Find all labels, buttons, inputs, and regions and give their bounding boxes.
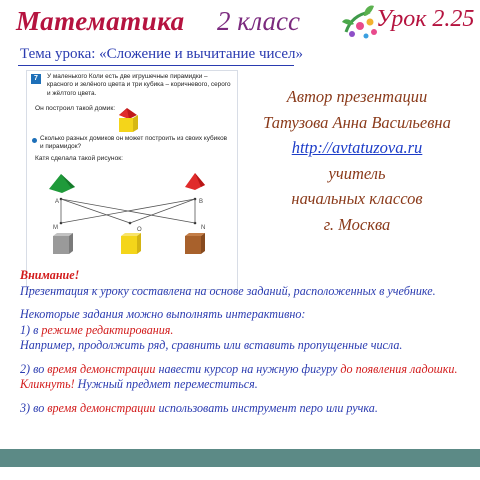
mode-edit-highlight: режиме редактирования. xyxy=(41,322,174,337)
mode-pen-highlight: время демонстрации xyxy=(47,400,156,415)
mode-pen-text: использовать инструмент перо или ручка. xyxy=(155,400,378,415)
task-text: У маленького Коли есть две игрушечные пирамидки – красного и зелёного цвета и три кубика – коричневого, серого и жёлтого цвета. xyxy=(47,73,231,97)
red-pyramid-B xyxy=(185,173,205,190)
mode-edit-line xyxy=(20,323,475,339)
lesson-number: Урок 2.25 xyxy=(376,6,475,32)
mode-demo-middle: навести курсор на нужную фигуру xyxy=(155,361,341,376)
mode-pen-line xyxy=(20,401,475,417)
author-block xyxy=(244,84,470,237)
intro-text: Презентация к уроку составлена на основе заданий, расположенных в учебнике. xyxy=(20,283,436,298)
subject-title: Математика xyxy=(16,6,185,36)
interactive-text: Некоторые задания можно выполнять интерактивно: xyxy=(20,307,306,321)
instructions-block xyxy=(20,268,475,416)
author-role-detail: начальных классов xyxy=(291,189,423,208)
attention-heading: Внимание! xyxy=(20,268,80,282)
katya-drawing-label: Катя сделала такой рисунок: xyxy=(35,155,123,162)
mode-pen-prefix: 3) во xyxy=(20,400,48,415)
houses-diagram xyxy=(27,71,237,289)
question-text: Сколько разных домиков он может построить из своих кубиков и пирамидок? xyxy=(40,135,228,151)
label-B: B xyxy=(199,199,204,205)
gray-cube xyxy=(53,233,73,254)
task-number-badge: 7 xyxy=(31,74,41,84)
click-highlight: Кликнуть! xyxy=(20,377,75,391)
connection-lines xyxy=(61,199,195,223)
label-M: M xyxy=(53,225,58,231)
author-name: Татузова Анна Васильевна xyxy=(263,112,451,132)
grade-title: 2 класс xyxy=(217,6,300,36)
author-role: учитель xyxy=(328,163,386,183)
mode-edit-prefix: 1) в xyxy=(20,322,42,337)
click-line xyxy=(20,377,475,393)
label-A: A xyxy=(55,199,60,205)
author-website-link[interactable]: http://avtatuzova.ru xyxy=(291,138,423,157)
topic-divider xyxy=(18,65,294,66)
mode-demo-highlight: время демонстрации xyxy=(47,361,156,376)
textbook-excerpt xyxy=(26,70,238,290)
label-N: N xyxy=(201,225,206,231)
author-heading: Автор презентации xyxy=(286,87,428,106)
lesson-topic: Тема урока: «Сложение и вычитание чисел» xyxy=(20,46,304,62)
click-text: Нужный предмет переместиться. xyxy=(74,377,258,391)
footer-bar xyxy=(0,449,480,467)
mode-demo-prefix: 2) во xyxy=(20,361,48,376)
label-O: O xyxy=(137,227,142,233)
mode-demo-highlight-2: до появления ладошки. xyxy=(340,361,458,376)
brown-cube xyxy=(185,233,205,254)
yellow-cube xyxy=(121,233,141,254)
mode-demo-line xyxy=(20,362,475,378)
author-city: г. Москва xyxy=(323,214,391,234)
built-house-figure xyxy=(119,108,138,132)
built-house-label: Он построил такой домик: xyxy=(35,105,116,112)
green-pyramid-A xyxy=(49,174,75,193)
mode-edit-example: Например, продолжить ряд, сравнить или вставить пропущенные числа. xyxy=(20,338,403,352)
